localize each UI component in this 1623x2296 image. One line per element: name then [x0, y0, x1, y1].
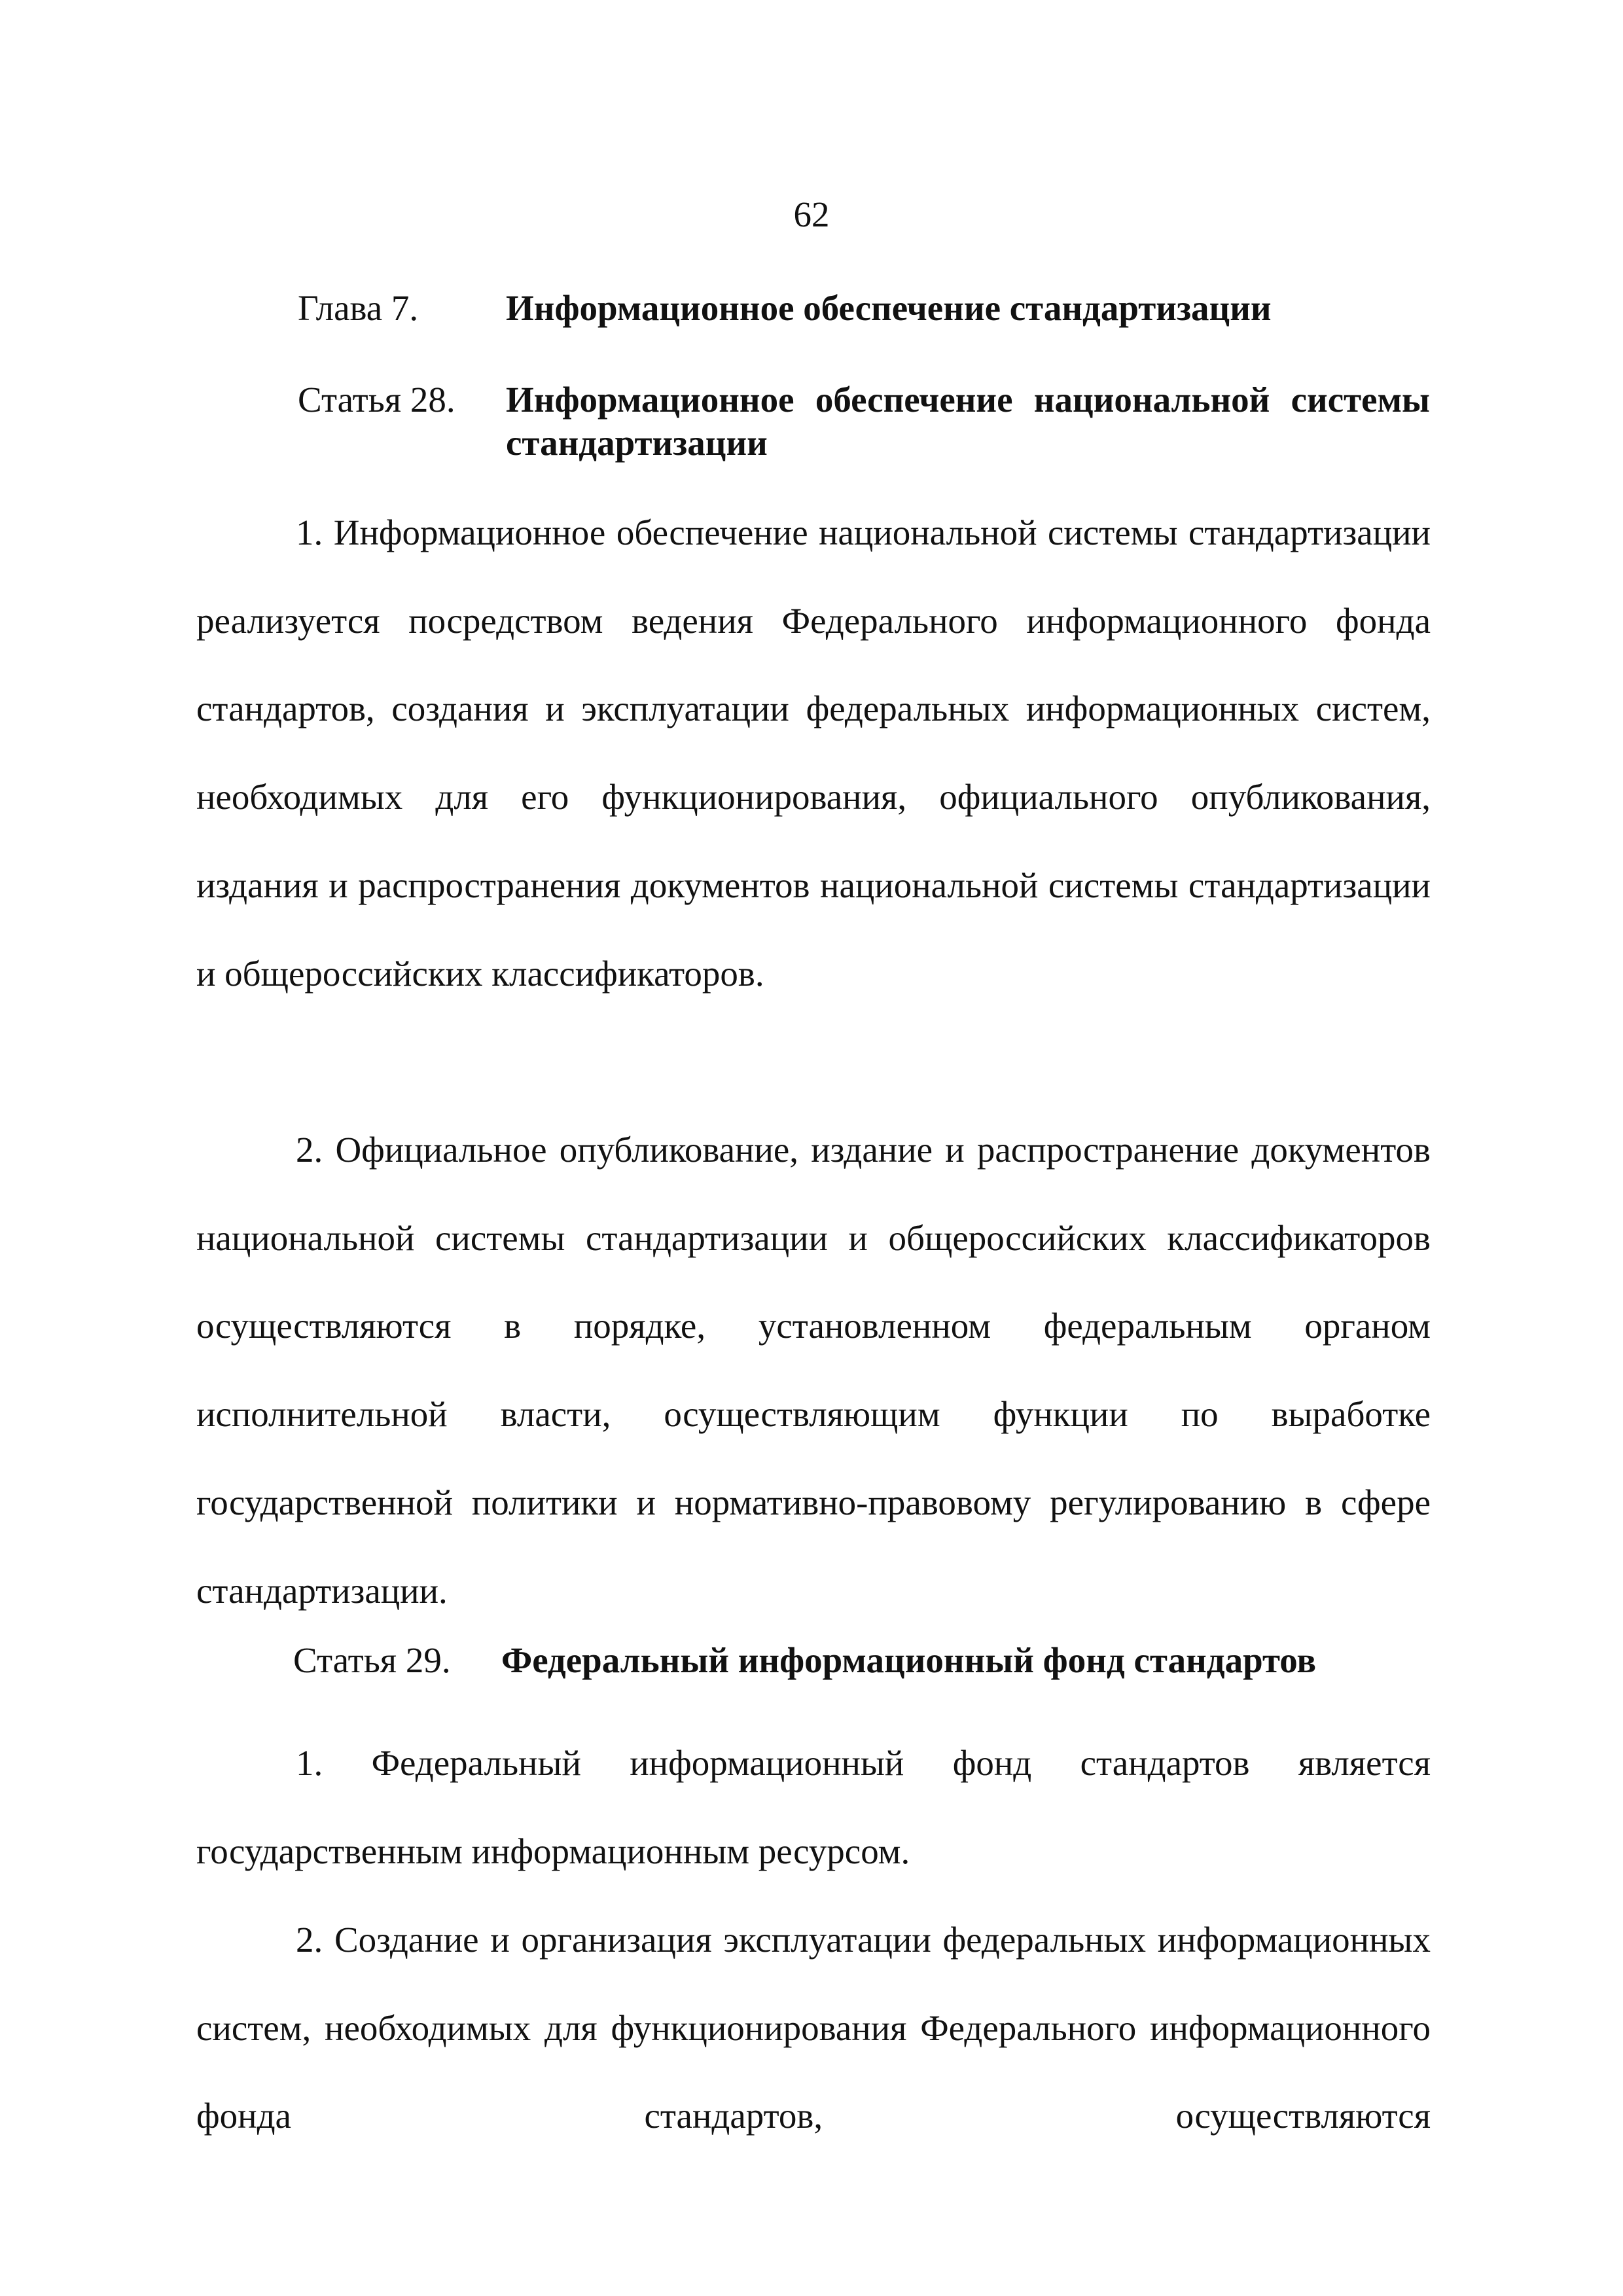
article-28-title: Информационное обеспечение национальной системы стандартизации — [506, 380, 1430, 463]
article-29-paragraph-2: 2. Создание и организация эксплуатации федеральных информационных систем, необходимых для функционирования Федерального информационного фонда стандартов, осуществляются — [196, 1920, 1431, 2136]
article-28-paragraph-1: 1. Информационное обеспечение национальной системы стандартизации реализуется посредством ведения Федерального информационного фонда стандартов, создания и эксплуатации федеральных информационных систем, необходимых для его функционирования, официального опубликования, издания и распространения документов национальной системы стандартизации и общероссийских классификаторов. — [196, 512, 1431, 994]
article-29-paragraph-1: 1. Федеральный информационный фонд стандартов является государственным информационным ресурсом. — [196, 1743, 1431, 1871]
page-number: 62 — [793, 194, 830, 234]
article-28-paragraph-2: 2. Официальное опубликование, издание и распространение документов национальной системы стандартизации и общероссийских классификаторов осуществляются в порядке, установленном федеральным органом исполнительной власти, осуществляющим функции по выработке государственной политики и нормативно-правовому регулированию в сфере стандартизации. — [196, 1130, 1431, 1611]
article-28-heading — [298, 378, 1430, 470]
article-29-title: Федеральный информационный фонд стандартов — [501, 1640, 1317, 1680]
article-28-label: Статья 28. — [298, 380, 455, 420]
chapter-label: Глава 7. — [298, 288, 419, 328]
article-29-heading — [293, 1639, 1431, 1685]
chapter-heading — [298, 287, 1430, 332]
article-29-label: Статья 29. — [293, 1640, 451, 1680]
chapter-title: Информационное обеспечение стандартизации — [506, 288, 1272, 328]
